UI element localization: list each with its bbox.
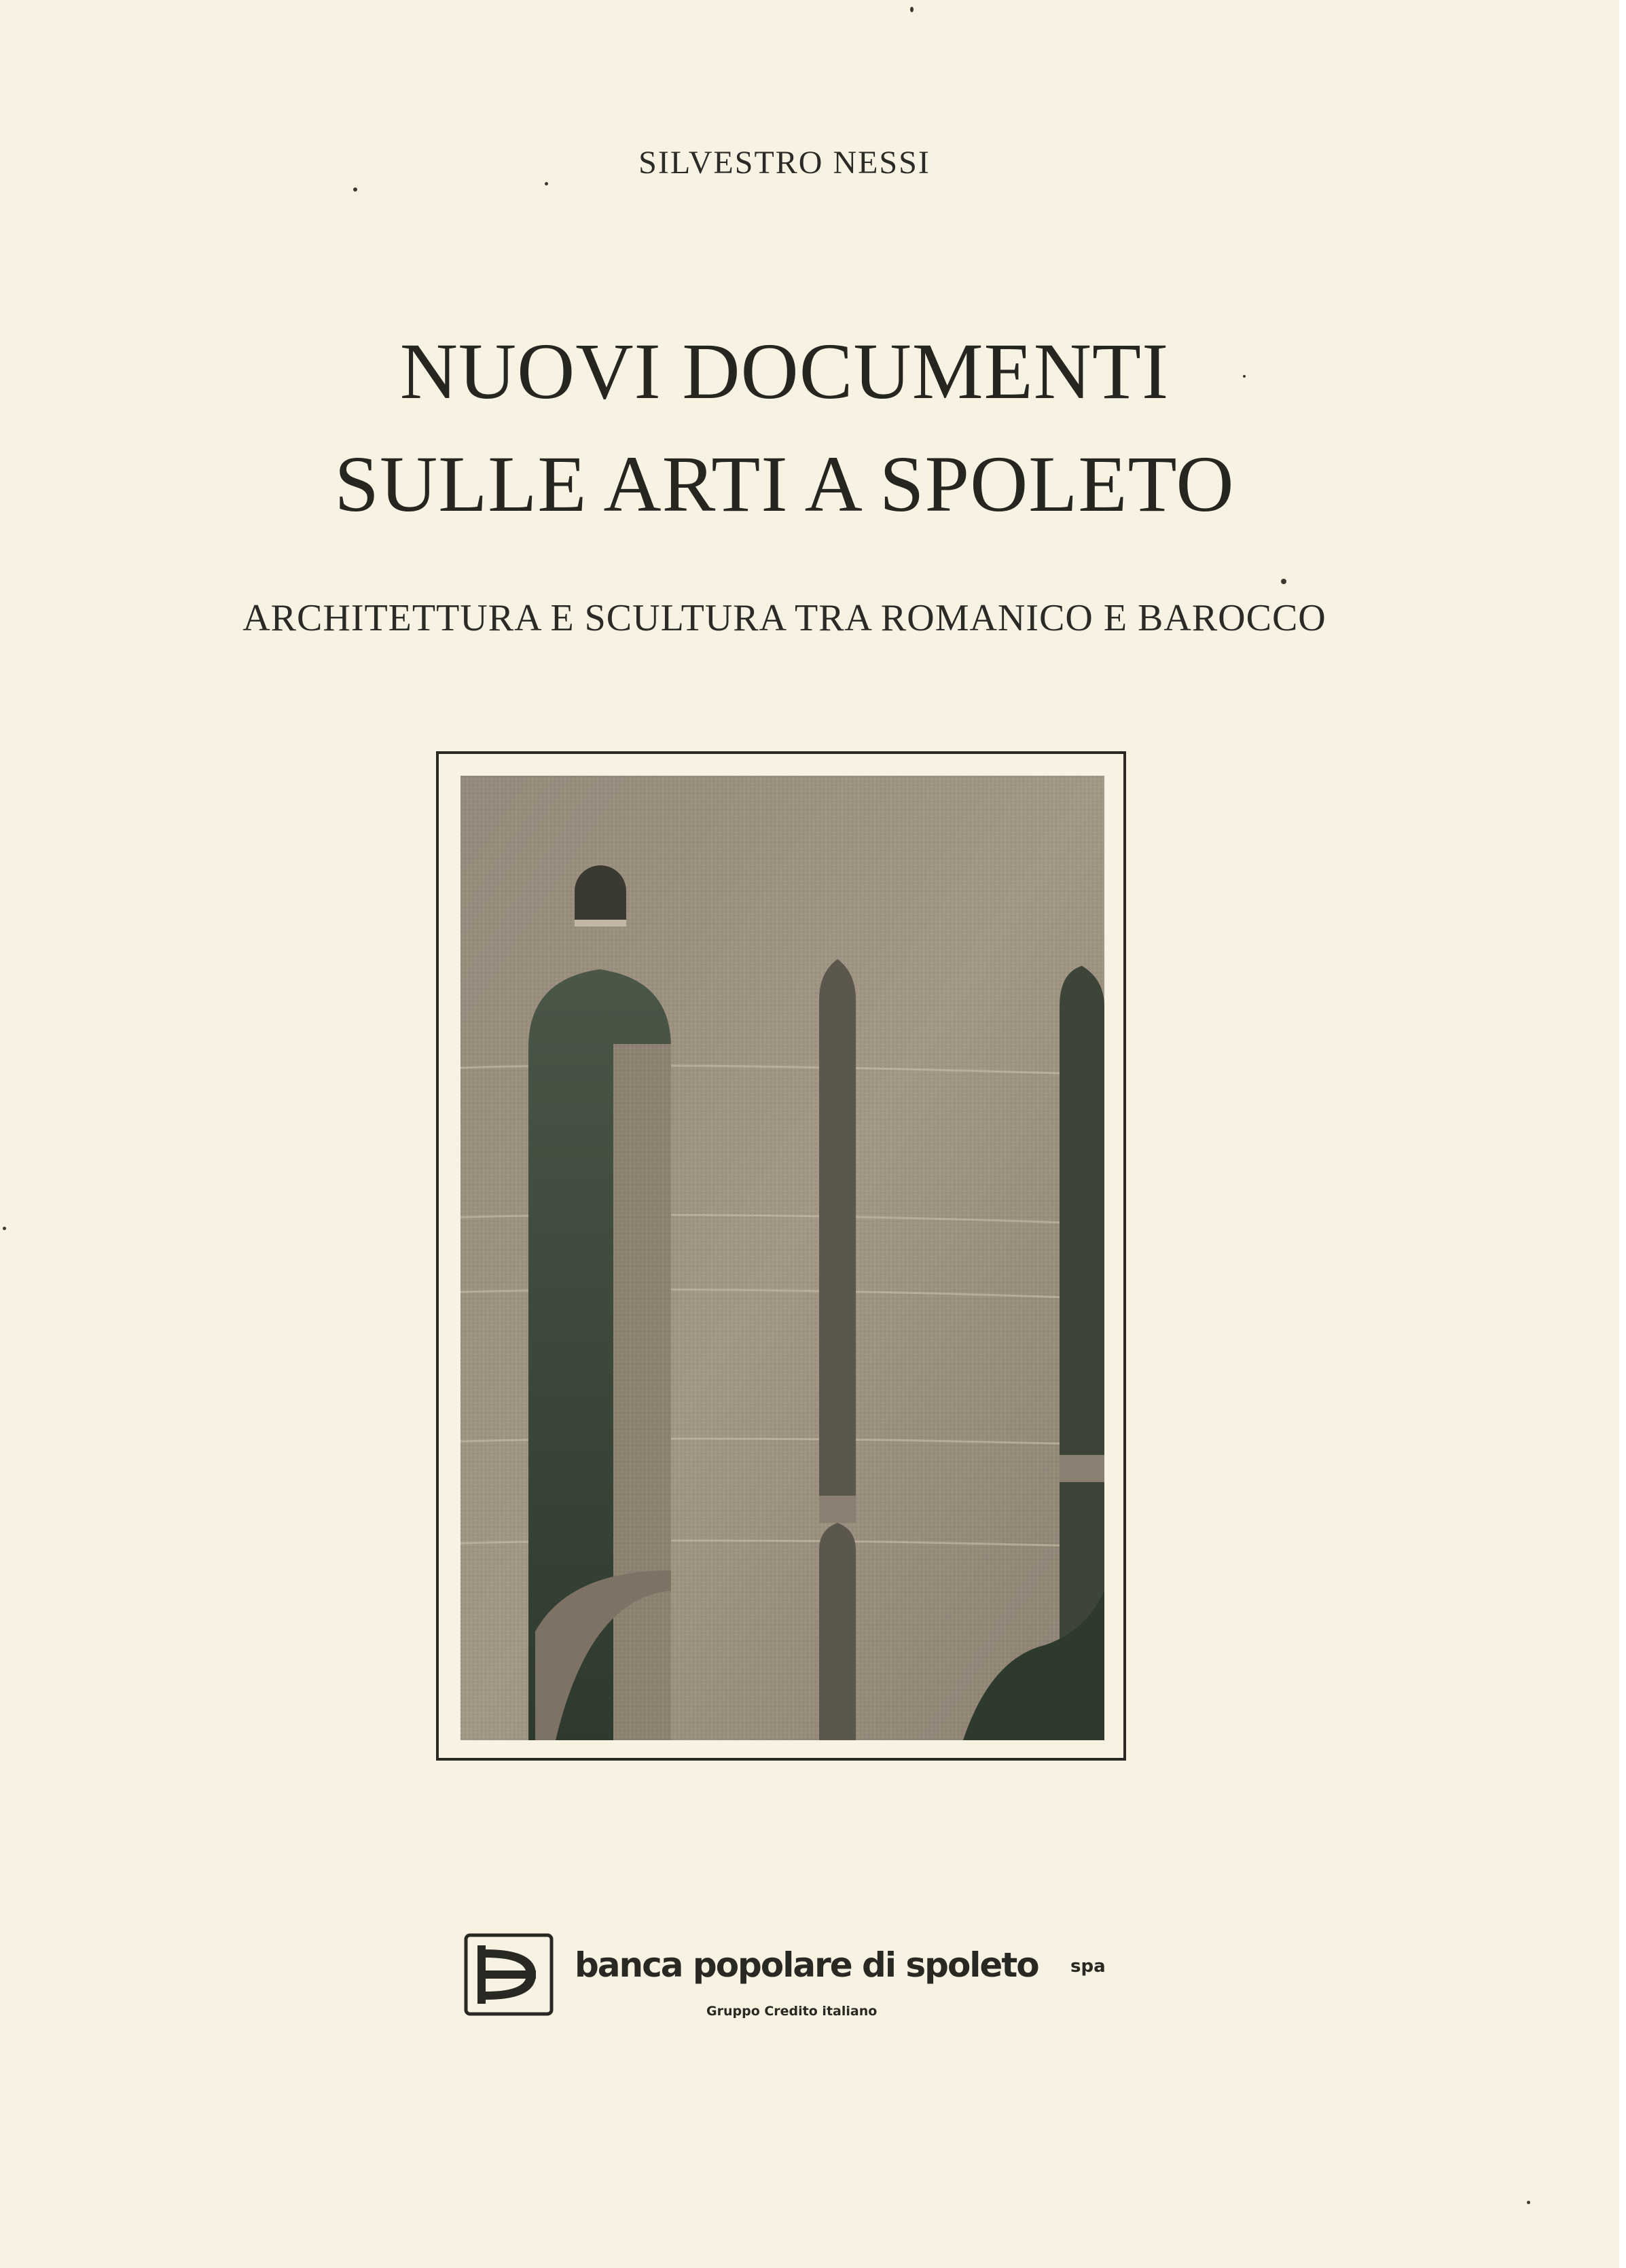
publisher-suffix: spa [1070,1956,1106,1977]
publisher-name: banca popolare di spoleto [575,1945,1038,1985]
banca-popolare-logo-icon [464,1933,554,2016]
paper-speck [545,182,548,185]
title-line-2: SULLE ARTI A SPOLETO [334,439,1235,528]
paper-speck [1243,375,1246,378]
paper-speck [910,7,914,12]
subtitle: ARCHITETTURA E SCULTURA TRA ROMANICO E BAROCCO [242,597,1326,639]
author-name: SILVESTRO NESSI [638,145,931,181]
publisher-group: Gruppo Credito italiano [706,2004,878,2019]
paper-speck [3,1227,6,1230]
scan-edge [1619,0,1626,2268]
aqueduct-arches-photo [460,776,1104,1740]
paper-speck [353,187,357,192]
title-line-1: NUOVI DOCUMENTI [399,327,1170,416]
paper-speck [1527,2201,1530,2204]
paper-speck [1281,579,1286,584]
